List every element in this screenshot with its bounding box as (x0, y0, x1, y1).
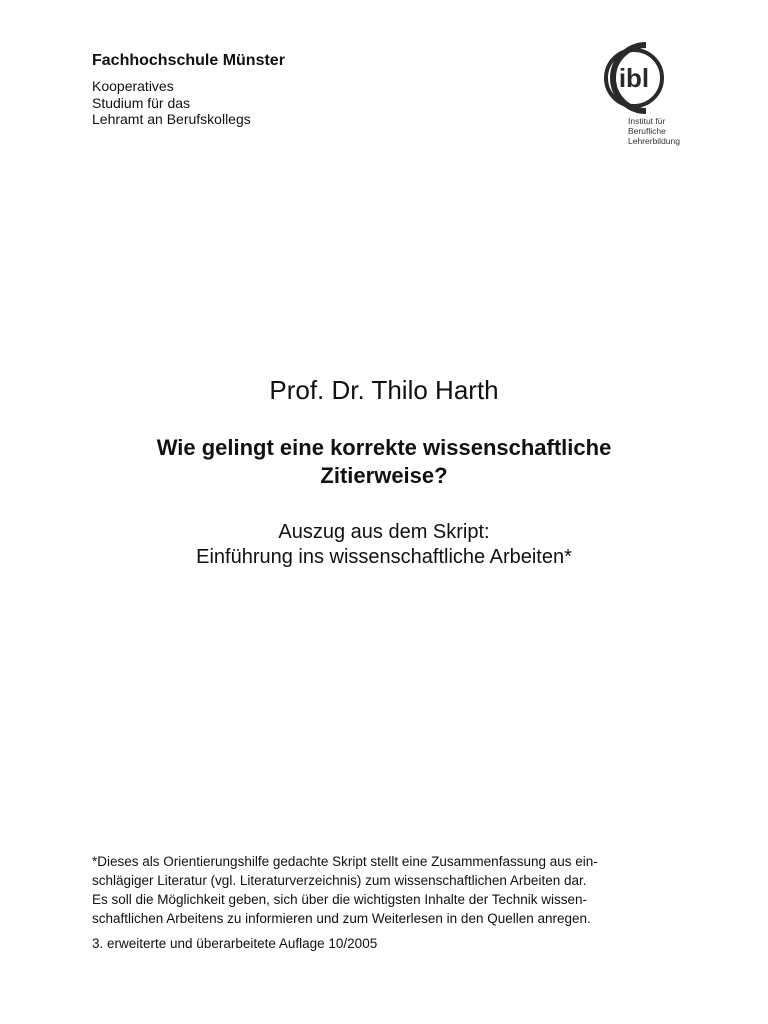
footnote-line: *Dieses als Orientierungshilfe gedachte Skript stellt eine Zusammenfassung aus ein- (92, 854, 598, 869)
footnote-line: schlägiger Literatur (vgl. Literaturverzeichnis) zum wissenschaftlichen Arbeiten dar. (92, 873, 587, 888)
title-line: Zitierweise? (320, 463, 448, 488)
document-subtitle (60, 520, 708, 570)
logo-mark-text: ibl (618, 63, 650, 93)
author-name: Prof. Dr. Thilo Harth (269, 375, 499, 405)
institution-name: Fachhochschule Münster (92, 52, 285, 69)
logo-caption (628, 116, 680, 146)
ibl-logo (598, 42, 698, 154)
subtitle-line: Auszug aus dem Skript: (278, 521, 490, 543)
footnote (92, 852, 692, 928)
logo-caption-line: Lehrerbildung (628, 136, 680, 146)
footnote-line: Es soll die Möglichkeit geben, sich über die wichtigsten Inhalte der Technik wissen- (92, 892, 588, 907)
program-line: Lehramt an Berufskollegs (92, 111, 251, 127)
edition-note: 3. erweiterte und überarbeitete Auflage 10/2005 (92, 936, 378, 951)
document-title (80, 434, 688, 490)
ibl-logo-icon (598, 42, 698, 118)
logo-caption-line: Institut für (628, 116, 666, 126)
logo-caption-line: Berufliche (628, 126, 666, 136)
subtitle-line: Einführung ins wissenschaftliche Arbeiten* (196, 546, 572, 568)
footnote-line: schaftlichen Arbeitens zu informieren und zum Weiterlesen in den Quellen anregen. (92, 911, 591, 926)
title-line: Wie gelingt eine korrekte wissenschaftliche (156, 435, 612, 460)
program-line: Studium für das (92, 94, 191, 111)
program-line: Kooperatives (92, 78, 174, 94)
program-description (92, 78, 251, 128)
